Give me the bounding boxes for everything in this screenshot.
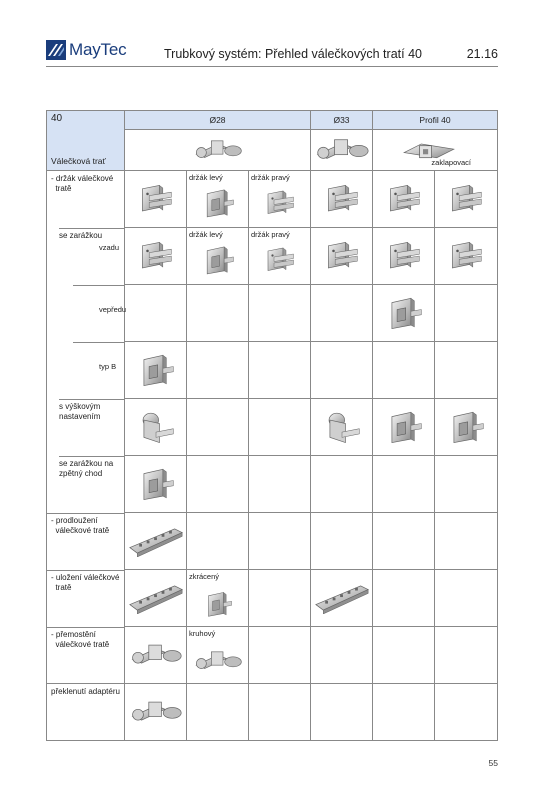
cell-height-adjust-profil-1	[373, 399, 435, 456]
stop-rear-icon	[137, 239, 175, 273]
section-number: 21.16	[466, 47, 498, 61]
holder-profil-icon	[385, 182, 423, 216]
row-label-bridge: - přemostění válečkové tratě	[47, 627, 125, 684]
cell-holder-profil-1	[373, 171, 435, 228]
cell-stop-rear-d28-right: držák pravý	[249, 228, 311, 285]
bridge-round-icon	[193, 645, 243, 677]
cell-extension-d28	[125, 513, 187, 570]
row-label-holder: - držák válečkové tratě	[47, 171, 125, 228]
d28-roller-image-cell	[125, 130, 311, 171]
d33-roller-image-cell	[311, 130, 373, 171]
cell-holder-d33	[311, 171, 373, 228]
stop-rear-profil-snap-icon	[447, 239, 485, 273]
cell-height-adjust-profil-2	[435, 399, 498, 456]
page-header	[0, 0, 544, 70]
holder-d33-icon	[323, 182, 361, 216]
table-corner	[47, 111, 125, 171]
support-rail-d33-icon	[314, 582, 370, 614]
height-adjust-profil-snap-icon	[447, 409, 485, 445]
row-label-extension: - prodloužení válečkové tratě	[47, 513, 125, 570]
document-title: Trubkový systém: Přehled válečkových tratí 40	[164, 47, 422, 61]
row-label-stop-front: vepředu	[47, 285, 125, 342]
cell-adapter-bridge-d28	[125, 684, 187, 741]
cell-support-d28-short: zkrácený	[187, 570, 249, 627]
cell-stop-front-profil-1	[373, 285, 435, 342]
cell-holder-profil-2	[435, 171, 498, 228]
page-number: 55	[488, 758, 498, 768]
support-rail-icon	[128, 582, 184, 614]
cell-stop-front-d33	[311, 285, 373, 342]
header-divider	[46, 66, 498, 67]
row-label-adapter-bridge: překlenutí adaptéru	[47, 684, 125, 741]
height-adjust-icon	[137, 408, 175, 446]
group-header-d33: Ø33	[311, 111, 373, 130]
corner-bottom-label: Válečková trať	[51, 156, 106, 166]
stop-rear-d33-icon	[323, 239, 361, 273]
holder-profil-snap-icon	[447, 182, 485, 216]
group-header-profil: Profil 40	[373, 111, 498, 130]
cell-stop-front-d28-right	[249, 285, 311, 342]
cell-stop-rear-d33	[311, 228, 373, 285]
height-adjust-profil-icon	[385, 409, 423, 445]
bridge-icon	[129, 638, 183, 672]
cell-stop-rear-profil-1	[373, 228, 435, 285]
cell-support-d33	[311, 570, 373, 627]
row-label-anti-return: se zarážkou na zpětný chod	[47, 456, 125, 513]
cell-stop-front-d28	[125, 285, 187, 342]
cell-anti-return-d28	[125, 456, 187, 513]
group-header-d28: Ø28	[125, 111, 311, 130]
cell-stop-front-profil-2	[435, 285, 498, 342]
cell-holder-d28	[125, 171, 187, 228]
anti-return-icon	[137, 465, 175, 503]
cell-height-adjust-d33	[311, 399, 373, 456]
snap-in-label: zaklapovací	[431, 158, 472, 167]
row-label-support: - uložení válečkové tratě	[47, 570, 125, 627]
cell-stop-rear-d28-left: držák levý	[187, 228, 249, 285]
d33-roller-icon	[314, 133, 370, 167]
stop-front-profil-icon	[385, 293, 423, 333]
cell-stop-front-d28-left	[187, 285, 249, 342]
support-short-icon	[203, 589, 233, 619]
holder-left-icon	[201, 187, 235, 219]
cell-holder-d28-left: držák levý	[187, 171, 249, 228]
d28-roller-icon	[193, 133, 243, 167]
cell-holder-d28-right: držák pravý	[249, 171, 311, 228]
holder-right-icon	[258, 188, 302, 218]
stop-rear-profil-icon	[385, 239, 423, 273]
cell-height-adjust-d28	[125, 399, 187, 456]
cell-support-d28	[125, 570, 187, 627]
row-label-height-adjust: s výškovým nastavením	[47, 399, 125, 456]
stop-rear-left-icon	[201, 244, 235, 276]
maytec-logo-icon	[46, 40, 66, 60]
cell-stop-rear-profil-2	[435, 228, 498, 285]
stop-rear-right-icon	[258, 245, 302, 275]
type-b-icon	[137, 352, 175, 388]
corner-top-label: 40	[51, 113, 63, 124]
holder-icon	[137, 182, 175, 216]
cell-bridge-d28	[125, 627, 187, 684]
cell-stop-rear-d28	[125, 228, 187, 285]
height-adjust-d33-icon	[323, 408, 361, 446]
cell-bridge-d28-round: kruhový	[187, 627, 249, 684]
adapter-bridge-icon	[129, 695, 183, 729]
row-label-type-b: typ B	[47, 342, 125, 399]
maytec-logo	[46, 40, 126, 60]
overview-table	[46, 110, 498, 741]
cell-type-b-d28	[125, 342, 187, 399]
extension-rail-icon	[128, 525, 184, 557]
brand-name: MayTec	[69, 40, 127, 59]
profil-image-cell	[373, 130, 498, 171]
row-label-stop-rear: se zarážkou vzadu	[47, 228, 125, 285]
